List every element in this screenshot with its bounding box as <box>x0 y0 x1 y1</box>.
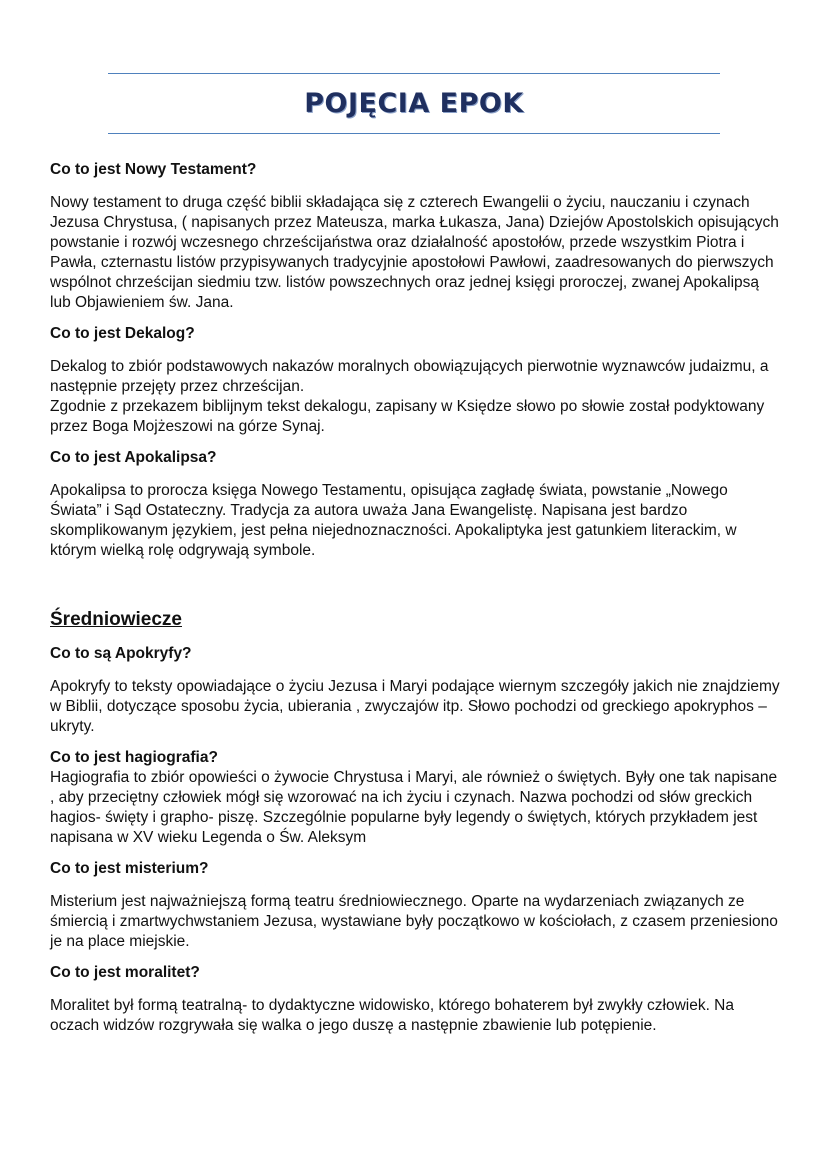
section-heading-sredniowiecze: Średniowiecze <box>50 609 182 630</box>
answer-apokalipsa: Apokalipsa to prorocza księga Nowego Testamentu, opisująca zagładę świata, powstanie „Nowego Świata” i Sąd Ostateczny. Tradycja za autora uważa Jana Ewangelistę. Napisana jest bardzo skomplikowanym językiem, jest pełna niejednoznaczności. Apokaliptyka jest gatunkiem literackim, w którym wielką rolę odgrywają symbole. <box>50 482 737 559</box>
answer-moralitet: Moralitet był formą teatralną- to dydaktyczne widowisko, którego bohaterem był zwykły człowiek. Na oczach widzów rozgrywała się walka o jego duszę a następnie zbawienie lub potępienie. <box>50 997 734 1034</box>
question-moralitet: Co to jest moralitet? <box>50 964 200 981</box>
question-nowy-testament: Co to jest Nowy Testament? <box>50 161 257 178</box>
page-title: POJĘCIA EPOK <box>304 88 524 119</box>
answer-hagiografia: Hagiografia to zbiór opowieści o żywocie Chrystusa i Maryi, ale również o świętych. Były one tak napisane , aby przeciętny człowiek mógł się wzorować na ich życiu i czynach. Nazwa pochodzi od słów greckich hagios- święty i grapho- piszę. Szczególnie popularne były legendy o świętych, których przykładem jest napisana w XV wieku Legenda o Św. Aleksym <box>50 769 778 846</box>
answer-dekalog-2: Zgodnie z przekazem biblijnym tekst dekalogu, zapisany w Księdze słowo po słowie został podyktowany przez Boga Mojżeszowi na górze Synaj. <box>50 398 765 435</box>
answer-misterium: Misterium jest najważniejszą formą teatru średniowiecznego. Oparte na wydarzeniach związanych ze śmiercią i zmartwychwstaniem Jezusa, wystawiane były początkowo w kościołach, z czasem przeniesiono je na place miejskie. <box>50 893 778 950</box>
question-apokalipsa: Co to jest Apokalipsa? <box>50 449 217 466</box>
answer-dekalog-1: Dekalog to zbiór podstawowych nakazów moralnych obowiązujących pierwotnie wyznawców judaizmu, a następnie przejęty przez chrześcijan. <box>50 358 769 395</box>
answer-apokryfy: Apokryfy to teksty opowiadające o życiu Jezusa i Maryi podające wiernym szczegóły jakich nie znajdziemy w Biblii, dotyczące sposobu życia, ubierania , zwyczajów itp. Słowo pochodzi od greckiego apokryphos – ukryty. <box>50 678 780 735</box>
title-rule-top <box>108 73 720 74</box>
document-body <box>50 160 780 1047</box>
question-apokryfy: Co to są Apokryfy? <box>50 645 192 662</box>
question-misterium: Co to jest misterium? <box>50 860 209 877</box>
answer-nowy-testament: Nowy testament to druga część biblii składająca się z czterech Ewangelii o życiu, nauczaniu i czynach Jezusa Chrystusa, ( napisanych przez Mateusza, marka Łukasza, Jana) Dziejów Apostolskich opisujących powstanie i rozwój wczesnego chrześcijaństwa oraz działalność apostołów, przede wszystkim Piotra i Pawła, czternastu listów przypisywanych tradycyjnie apostołowi Pawłowi, zaadresowanych do pierwszych wspólnot chrześcijan siedmiu tzw. listów powszechnych oraz jednej księgi proroczej, zwanej Apokalipsą lub Objawieniem św. Jana. <box>50 194 779 311</box>
title-rule-bottom <box>108 133 720 134</box>
question-dekalog: Co to jest Dekalog? <box>50 325 195 342</box>
question-hagiografia: Co to jest hagiografia? <box>50 749 218 766</box>
